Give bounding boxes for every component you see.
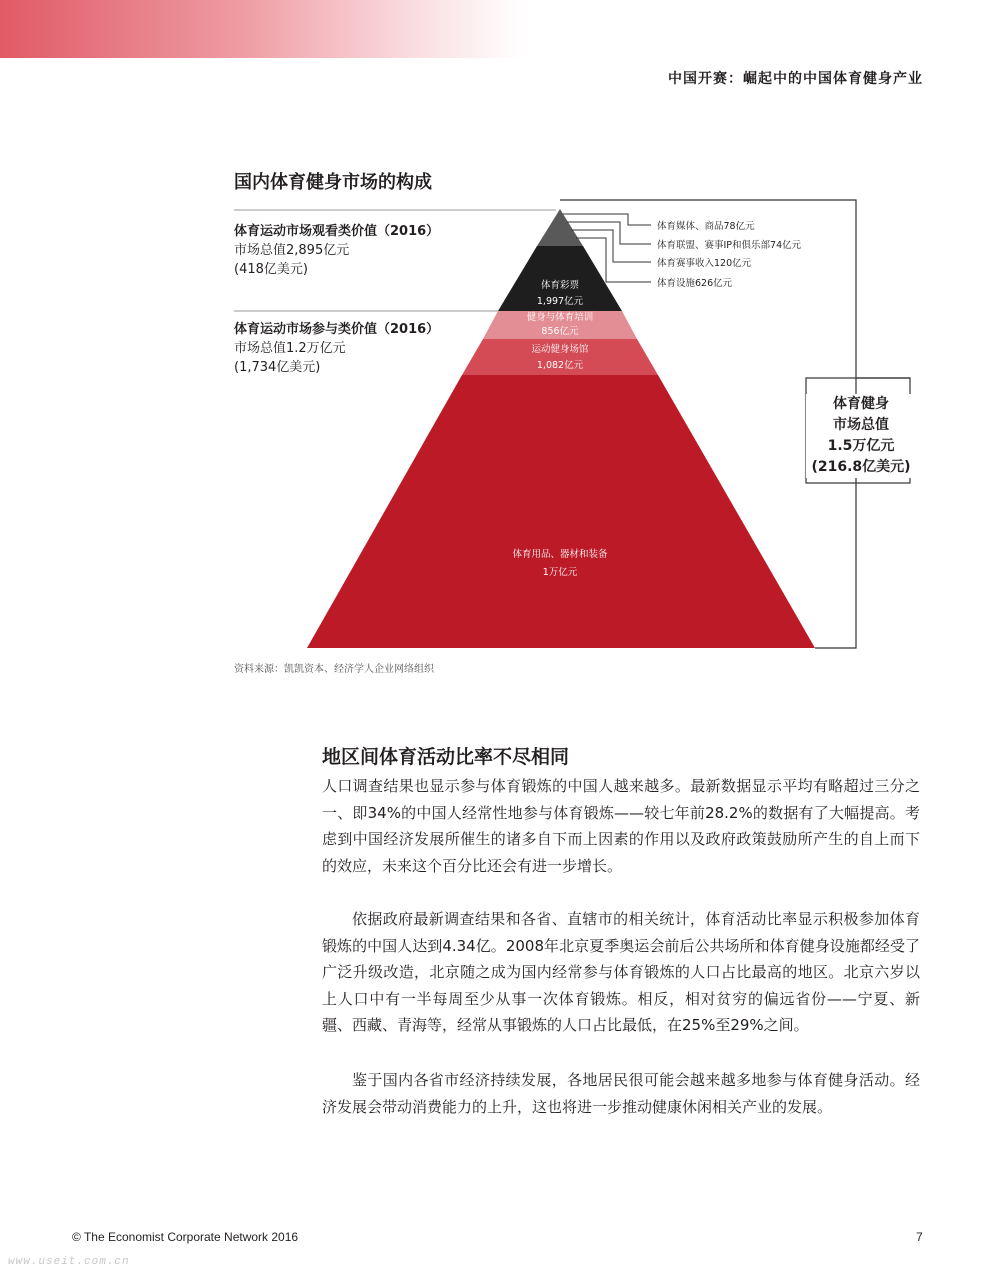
paragraph-2: 依据政府最新调查结果和各省、直辖市的相关统计，体育活动比率显示积极参加体育锻炼的中国人达到4.34亿。2008年北京夏季奥运会前后公共场所和体育健身设施都经受了广泛升级改造，北京随之成为国内经常参与体育锻炼的人口占比最高的地区。北京六岁以上人口中有一半每周至少从事一次体育锻炼。相反，相对贫穷的偏远省份——宁夏、新疆、西藏、青海等，经常从事锻炼的人口占比最低，在25%至29%之间。 xyxy=(322,910,920,1034)
tier-tip xyxy=(552,209,568,222)
tier-goods xyxy=(307,375,815,648)
spectator-heading: 体育运动市场观看类价值（2016） xyxy=(234,224,440,239)
running-header: 中国开赛：崛起中的中国体育健身产业 xyxy=(668,71,923,87)
lottery-label xyxy=(510,278,610,310)
goods-name: 体育用品、器材和装备 xyxy=(512,549,608,560)
total-line3: 1.5万亿元 xyxy=(827,438,895,454)
right-label-events: 体育赛事收入120亿元 xyxy=(657,258,752,269)
goods-value: 1万亿元 xyxy=(542,567,578,578)
page-number: 7 xyxy=(916,1230,923,1244)
total-line1: 体育健身 xyxy=(833,396,889,412)
participation-usd: (1,734亿美元) xyxy=(234,360,321,375)
tier-facilities xyxy=(537,222,583,246)
section-heading: 地区间体育活动比率不尽相同 xyxy=(322,746,570,768)
right-label-leagues: 体育联盟、赛事IP和俱乐部74亿元 xyxy=(657,240,802,251)
total-line2: 市场总值 xyxy=(833,417,889,433)
paragraph-1: 人口调查结果也显示参与体育锻炼的中国人越来越多。最新数据显示平均有略超过三分之一、即34%的中国人经常性地参与体育锻炼——较七年前28.2%的数据有了大幅提高。考虑到中国经济发展所催生的诸多自下而上因素的作用以及政府政策鼓励所产生的自上而下的效应，未来这个百分比还会有进一步增长。 xyxy=(322,777,920,875)
fitness-training-name: 健身与体育培训 xyxy=(526,312,594,323)
goods-label xyxy=(480,546,640,582)
spectator-value: 市场总值2,895亿元 xyxy=(234,243,350,258)
fitness-training-value: 856亿元 xyxy=(541,326,579,337)
copyright: © The Economist Corporate Network 2016 xyxy=(72,1230,299,1244)
total-market-label xyxy=(806,394,916,478)
spectator-label xyxy=(234,222,439,279)
fitness-training-label xyxy=(500,311,620,339)
participation-value: 市场总值1.2万亿元 xyxy=(234,341,346,356)
lottery-value: 1,997亿元 xyxy=(536,296,584,307)
right-label-facilities: 体育设施626亿元 xyxy=(657,278,733,289)
participation-heading: 体育运动市场参与类价值（2016） xyxy=(234,322,440,337)
leader-line-1 xyxy=(563,214,651,225)
gyms-label xyxy=(500,342,620,374)
right-label-media: 体育媒体、商品78亿元 xyxy=(657,221,755,232)
total-line4: (216.8亿美元) xyxy=(811,459,911,475)
spectator-usd: (418亿美元) xyxy=(234,262,308,277)
lottery-name: 体育彩票 xyxy=(540,280,579,291)
paragraph-3: 鉴于国内各省市经济持续发展，各地居民很可能会越来越多地参与体育健身活动。经济发展会带动消费能力的上升，这也将进一步推动健康休闲相关产业的发展。 xyxy=(322,1071,920,1116)
watermark: www.useit.com.cn xyxy=(8,1256,130,1268)
gyms-name: 运动健身场馆 xyxy=(531,344,589,355)
gyms-value: 1,082亿元 xyxy=(536,360,584,371)
participation-label xyxy=(234,320,439,377)
chart-source: 资料来源：凯凯资本、经济学人企业网络组织 xyxy=(234,664,434,675)
chart-title: 国内体育健身市场的构成 xyxy=(234,172,432,193)
